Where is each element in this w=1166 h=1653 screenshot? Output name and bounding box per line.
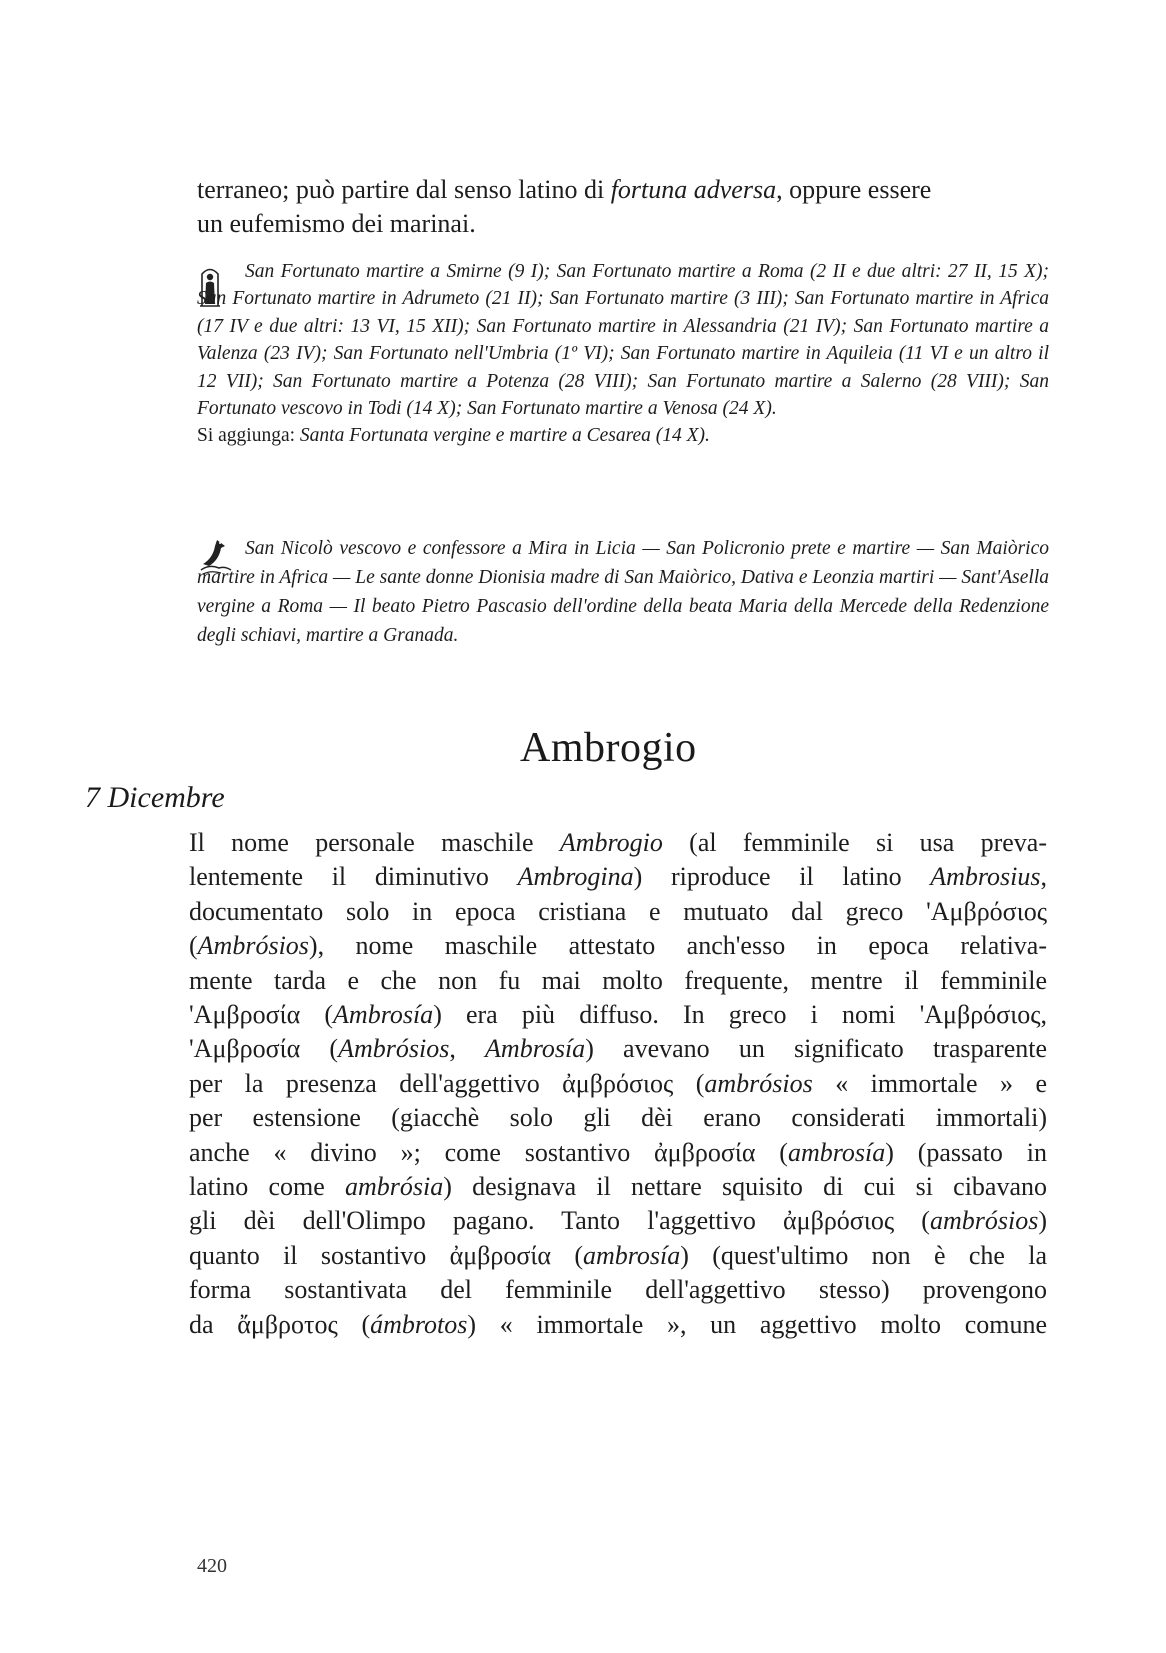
page-number: 420 — [197, 1555, 227, 1577]
body-italic-term: ambrósios — [704, 1068, 813, 1098]
body-italic-term: Ambrosía — [485, 1034, 586, 1064]
body-line — [189, 1170, 1047, 1204]
body-line — [189, 1273, 1047, 1307]
body-text-run: ) era più diffuso. In greco i nomi 'Αμβρόσιος, — [433, 1000, 1047, 1030]
entry-body — [189, 826, 1047, 1342]
body-text-run: quanto il sostantivo ἀμβροσία ( — [189, 1240, 583, 1270]
body-text-run: forma sostantivata del femminile dell'aggettivo stesso) provengono — [189, 1275, 1047, 1305]
body-italic-term: Ambrosius — [930, 862, 1041, 892]
body-line — [189, 1067, 1047, 1101]
body-text-run: , — [449, 1034, 486, 1064]
body-line — [189, 1136, 1047, 1170]
body-line — [189, 895, 1047, 929]
intro-line1-b: , oppure essere — [776, 175, 932, 204]
body-text-run: ) designava il nettare squisito di cui si cibavano — [443, 1172, 1048, 1202]
body-text-run: latino come — [189, 1172, 345, 1202]
body-italic-term: ámbrotos — [370, 1309, 468, 1339]
body-line — [189, 860, 1047, 894]
body-line — [189, 964, 1047, 998]
body-text-run: 'Αμβροσία ( — [189, 1034, 339, 1064]
body-text-run: ) avevano un significato trasparente — [585, 1034, 1047, 1064]
saints-list-text: San Fortunato martire a Smirne (9 I); San Fortunato martire a Roma (2 II e due altri: 27 II, 15 X); San Fortunato martire in Adrumeto (21 II); San Fortunato martire (3 III); San Fortunato martire in Africa (17 IV e due altri: 13 VI, 15 XII); San Fortunato martire in Alessandria (21 IV); San Fortunato martire a Valenza (23 IV); San Fortunato nell'Umbria (1º VI); San Fortunato martire in Aquileia (11 VI e un altro il 12 VII); San Fortunato martire a Potenza (28 VIII); San Fortunato martire a Salerno (28 VIII); San Fortunato vescovo in Todi (14 X); San Fortunato martire a Venosa (24 X). — [197, 261, 1049, 420]
body-italic-term: Ambrósios — [197, 931, 309, 961]
body-text-run: per la presenza dell'aggettivo ἀμβρόσιος ( — [189, 1068, 705, 1098]
body-line — [189, 1308, 1047, 1342]
intro-latin-phrase: fortuna adversa — [610, 175, 777, 204]
body-italic-term: ambrosía — [582, 1240, 681, 1270]
body-italic-term: Ambrogio — [559, 828, 663, 857]
addendum-label: Si aggiunga: — [197, 425, 300, 447]
body-text-run: documentato solo in epoca cristiana e mutuato dal greco 'Αμβρόσιος — [189, 896, 1047, 926]
body-text-run: ) (passato in — [885, 1137, 1047, 1167]
body-text-run: ) « immortale », un aggettivo molto comune — [467, 1309, 1047, 1339]
body-text-run: , — [1040, 862, 1048, 892]
intro-line1-a: terraneo; può partire dal senso latino di — [197, 175, 611, 204]
body-text-run: lentemente il diminutivo — [189, 862, 518, 892]
body-text-run: « immortale » e — [812, 1068, 1047, 1098]
body-text-run: 'Αμβροσία ( — [189, 1000, 334, 1030]
body-line — [189, 1204, 1047, 1238]
addendum-text: Santa Fortunata vergine e martire a Cesarea (14 X). — [299, 425, 710, 447]
body-text-run: anche « divino »; come sostantivo ἀμβροσία ( — [189, 1137, 788, 1167]
body-line — [189, 1101, 1047, 1135]
intro-line2: un eufemismo dei marinai. — [197, 209, 476, 238]
body-line — [189, 929, 1047, 963]
body-text-run: per estensione (giacchè solo gli dèi erano considerati immortali) — [189, 1103, 1047, 1133]
saints-fortunato-list — [197, 258, 1049, 450]
body-text-run: ) (quest'ultimo non è che la — [680, 1240, 1047, 1270]
body-text-run: ) riproduce il latino — [633, 862, 931, 892]
body-italic-term: Ambrósios — [338, 1034, 450, 1064]
body-text-run: ) — [1038, 1206, 1047, 1236]
body-italic-term: ambrósia — [345, 1172, 444, 1202]
body-italic-term: ambrósios — [929, 1206, 1039, 1236]
body-line — [189, 1032, 1047, 1066]
body-line — [189, 1239, 1047, 1273]
body-line — [189, 826, 1047, 860]
body-italic-term: Ambrogina — [517, 862, 634, 892]
body-italic-term: ambrosía — [787, 1137, 886, 1167]
body-italic-term: Ambrosía — [333, 1000, 434, 1030]
body-text-run: gli dèi dell'Olimpo pagano. Tanto l'aggettivo ἀμβρόσιος ( — [189, 1206, 930, 1236]
body-text-run: Il nome personale maschile — [189, 828, 560, 857]
saints-of-the-day — [197, 534, 1049, 650]
body-text-run: (al femminile si usa preva- — [662, 828, 1047, 857]
body-text-run: mente tarda e che non fu mai molto frequente, mentre il femminile — [189, 965, 1047, 995]
entry-date: 7 Dicembre — [85, 781, 225, 814]
body-text-run: ), nome maschile attestato anch'esso in epoca relativa- — [308, 931, 1047, 961]
body-line — [189, 998, 1047, 1032]
intro-paragraph — [197, 173, 1049, 241]
saints-day-text: San Nicolò vescovo e confessore a Mira in Licia — San Policronio prete e martire — San Maiòrico martire in Africa — Le sante donne Dionisia madre di San Maiòrico, Dativa e Leonzia martiri — Sant'Asella vergine a Roma — Il beato Pietro Pascasio dell'ordine della beata Maria della Mercede della Redenzione degli schiavi, martire a Granada. — [197, 538, 1049, 646]
body-text-run: ( — [189, 931, 198, 961]
body-text-run: da ἄμβροτος ( — [189, 1309, 371, 1339]
entry-title: Ambrogio — [520, 725, 697, 771]
